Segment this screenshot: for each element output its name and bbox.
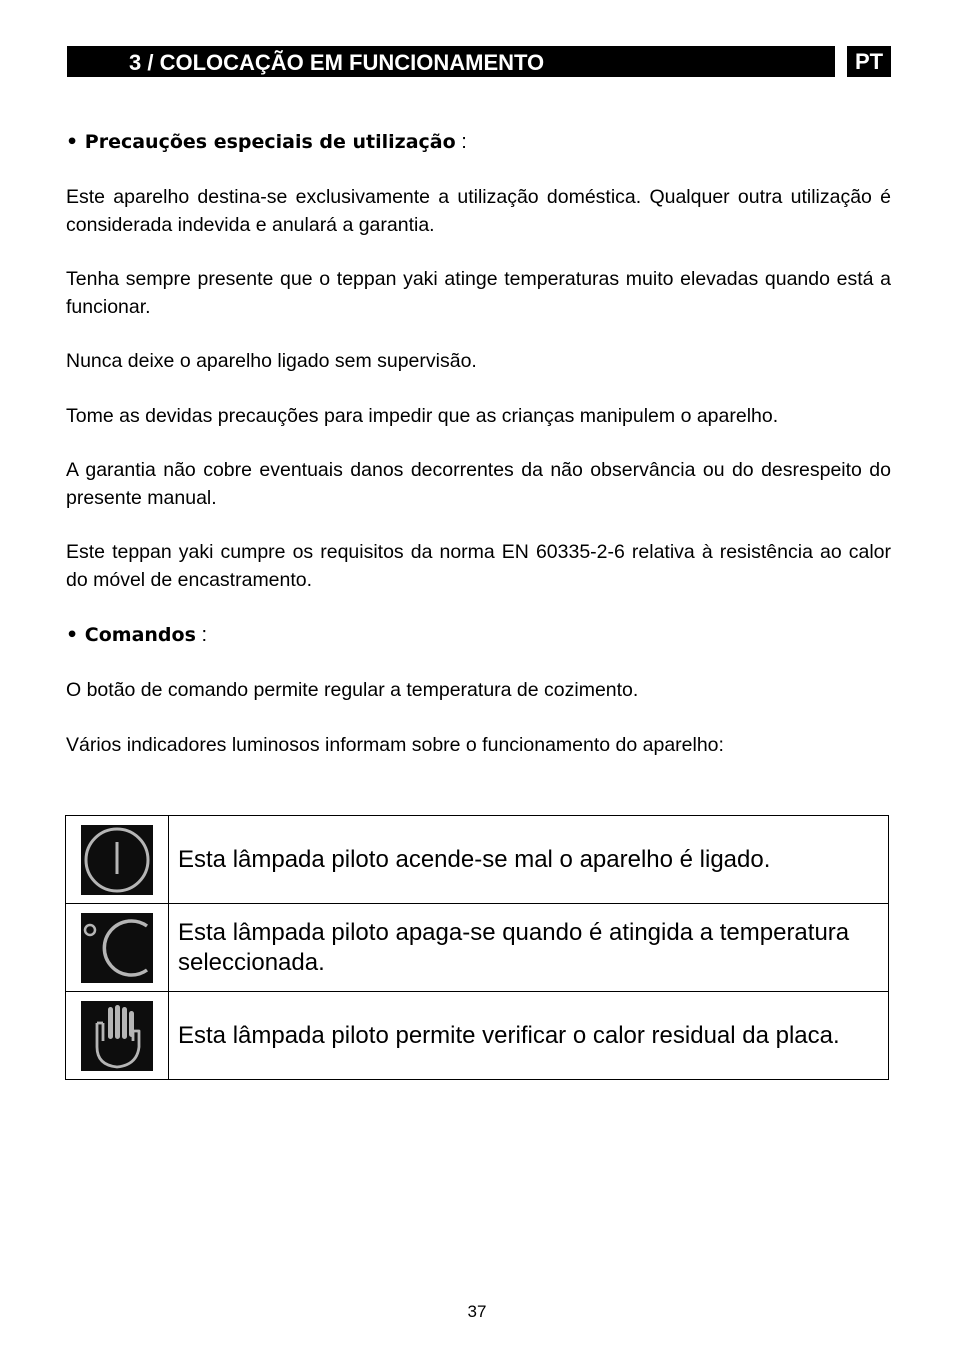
paragraph-indicators-intro: Vários indicadores luminosos informam sobre o funcionamento do aparelho: xyxy=(66,733,724,756)
indicator-table xyxy=(65,815,889,1080)
icon-cell xyxy=(66,904,169,992)
table-row xyxy=(66,904,889,992)
indicator-description: Esta lâmpada piloto permite verificar o calor residual da placa. xyxy=(169,992,889,1080)
indicator-description: Esta lâmpada piloto apaga-se quando é atingida a temperatura seleccionada. xyxy=(169,904,889,992)
page-number: 37 xyxy=(467,1302,487,1321)
icon-cell xyxy=(66,816,169,904)
heading-colon: : xyxy=(461,131,467,153)
precautions-heading xyxy=(66,128,891,157)
section-title: 3 / COLOCAÇÃO EM FUNCIONAMENTO xyxy=(129,50,545,75)
power-icon xyxy=(81,825,153,895)
controls-heading xyxy=(66,621,891,650)
icon-cell xyxy=(66,992,169,1080)
paragraph-standard: Este teppan yaki cumpre os requisitos da norma EN 60335-2-6 relativa à resistência ao calor do móvel de encastramento. xyxy=(66,541,891,591)
paragraph-supervision: Nunca deixe o aparelho ligado sem supervisão. xyxy=(66,350,477,372)
paragraph-high-temperature: Tenha sempre presente que o teppan yaki atinge temperaturas muito elevadas quando está a funcionar. xyxy=(66,268,891,318)
table-row xyxy=(66,992,889,1080)
language-badge: PT xyxy=(847,46,891,77)
bullet: • xyxy=(66,624,79,646)
bullet: • xyxy=(66,131,79,153)
paragraph-children: Tome as devidas precauções para impedir que as crianças manipulem o aparelho. xyxy=(66,404,779,427)
controls-heading-text: Comandos xyxy=(84,624,196,646)
section-header-bar xyxy=(67,46,835,77)
hand-icon xyxy=(81,1001,153,1071)
indicator-description: Esta lâmpada piloto acende-se mal o aparelho é ligado. xyxy=(169,816,889,904)
paragraph-warranty: A garantia não cobre eventuais danos decorrentes da não observância ou do desrespeito do presente manual. xyxy=(66,459,891,509)
paragraph-control-knob: O botão de comando permite regular a temperatura de cozimento. xyxy=(66,679,639,701)
page-content xyxy=(66,128,891,786)
paragraph-domestic-use: Este aparelho destina-se exclusivamente a utilização doméstica. Qualquer outra utilização é considerada indevida e anulará a garantia. xyxy=(66,186,891,236)
heading-colon: : xyxy=(201,624,208,646)
precautions-heading-text: Precauções especiais de utilização xyxy=(84,131,456,153)
table-row xyxy=(66,816,889,904)
celsius-icon xyxy=(81,913,153,983)
